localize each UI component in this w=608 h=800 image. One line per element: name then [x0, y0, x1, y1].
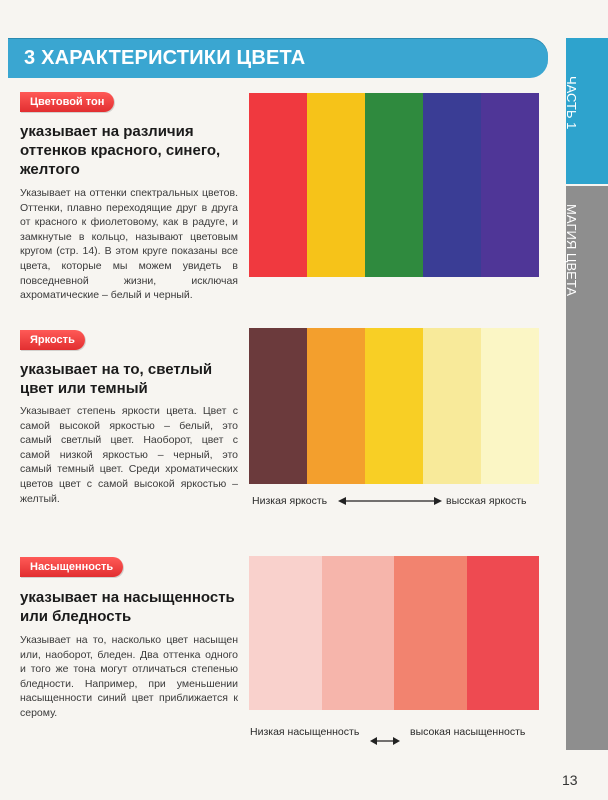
lightness-swatch	[365, 328, 423, 484]
tab-part-label: ЧАСТЬ 1	[564, 76, 579, 130]
lightness-swatch-strip	[249, 328, 539, 484]
hue-badge: Цветовой тон	[20, 92, 114, 112]
page-title: 3 ХАРАКТЕРИСТИКИ ЦВЕТА	[24, 47, 306, 69]
lightness-swatch	[307, 328, 365, 484]
lightness-swatch	[423, 328, 481, 484]
saturation-swatch	[467, 556, 540, 710]
hue-swatch-strip	[249, 93, 539, 277]
saturation-swatch-strip	[249, 556, 539, 710]
lightness-swatch	[481, 328, 539, 484]
page-number: 13	[562, 772, 578, 788]
lightness-body: Указывает степень яркости цвета. Цвет с самой высокой яркостью – белый, это самый светлый цвет. Наоборот, цвет с самой низкой яркостью – черный, это самый темный цвет. Среди хроматических цветов цвет с самой высокой яркостью – желтый.	[20, 405, 238, 505]
hue-swatch	[365, 93, 423, 277]
hue-swatch	[423, 93, 481, 277]
lightness-heading: указывает на то, светлый цвет или темный	[20, 361, 213, 397]
hue-swatch	[481, 93, 539, 277]
lightness-swatch	[249, 328, 307, 484]
lightness-scale-high: высская яркость	[446, 495, 527, 507]
saturation-badge: Насыщенность	[20, 557, 123, 577]
hue-swatch	[249, 93, 307, 277]
saturation-body: Указывает на то, насколько цвет насыщен или, наоборот, бледен. Два оттенка одного и того же тона могут отличаться степенью бледности. Например, при уменьшении насыщенности синий цвет приближается к серому.	[20, 634, 238, 719]
saturation-scale-low: Низкая насыщенность	[250, 726, 360, 738]
tab-section[interactable]	[566, 186, 608, 750]
double-arrow-icon	[338, 496, 442, 506]
saturation-swatch	[394, 556, 467, 710]
lightness-badge: Яркость	[20, 330, 85, 350]
saturation-scale-high: высокая насыщенность	[410, 726, 526, 738]
section-header-bar	[8, 38, 548, 78]
side-tabs	[566, 38, 608, 750]
saturation-swatch	[249, 556, 322, 710]
lightness-scale-low: Низкая яркость	[252, 495, 328, 507]
tab-part[interactable]	[566, 38, 608, 184]
hue-swatch	[307, 93, 365, 277]
saturation-swatch	[322, 556, 395, 710]
double-arrow-icon	[370, 736, 400, 746]
hue-body: Указывает на оттенки спектральных цветов. Оттенки, плавно переходящие друг в друга от красного к фиолетовому, как в радуге, и замкнутые в кольцо, называют цветовым кругом (стр. 14). В этом круге показаны все цвета, которые мы можем увидеть в повседневной жизни, исключая ахроматические – белый и черный.	[20, 187, 238, 302]
saturation-heading: указывает на насыщенность или бледность	[20, 589, 235, 625]
hue-heading: указывает на различия оттенков красного, синего, желтого	[20, 123, 221, 178]
tab-section-label: МАГИЯ ЦВЕТА	[564, 204, 579, 297]
